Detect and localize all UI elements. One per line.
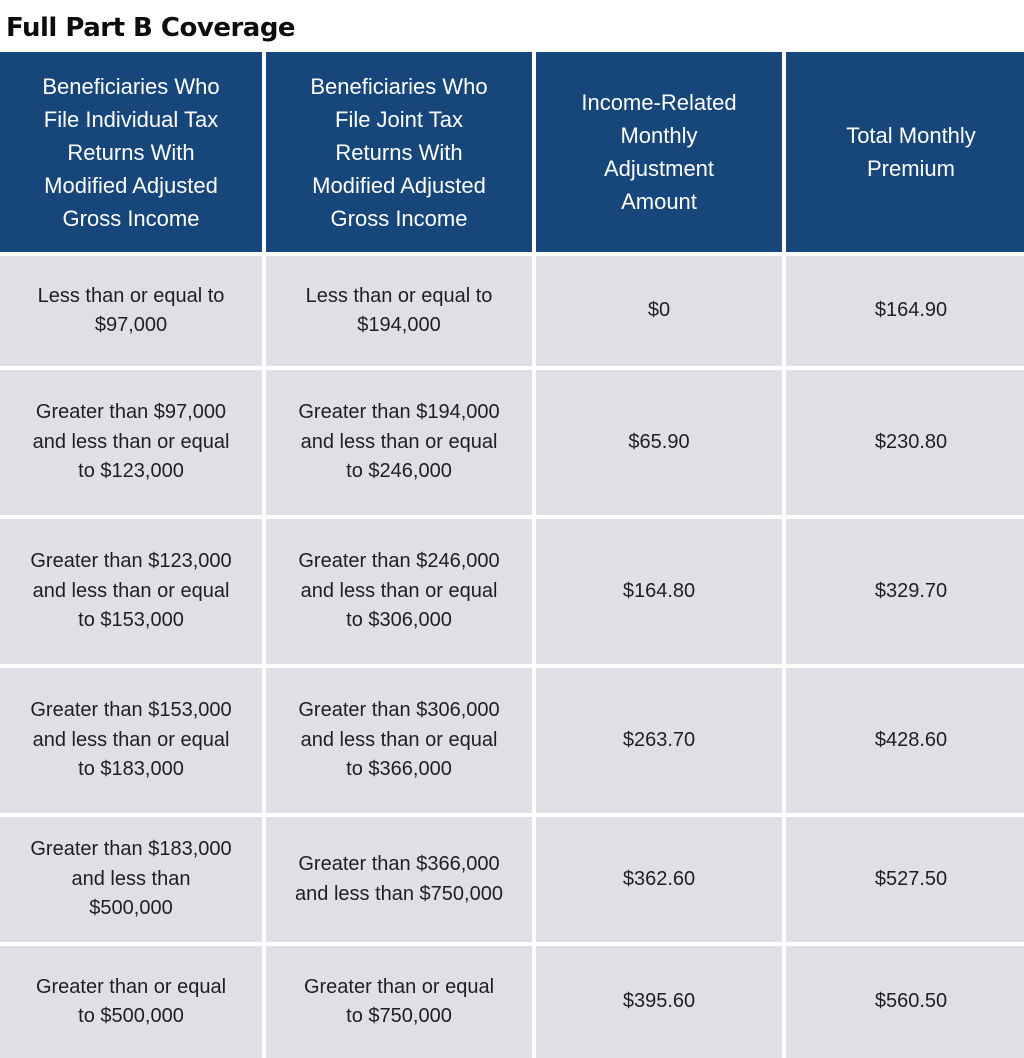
cell-text: $329.70 (874, 579, 948, 602)
cell-text: Greater than or equal to $750,000 (303, 975, 495, 1027)
header-label: Total Monthly Premium (846, 123, 976, 181)
cell-irmaa-amount (536, 946, 782, 1058)
cell-text: Less than or equal to $97,000 (37, 284, 225, 336)
cell-individual-income (0, 668, 262, 813)
cell-text: $0 (647, 299, 671, 322)
cell-individual-income (0, 370, 262, 515)
cell-text: $263.70 (622, 728, 696, 751)
cell-joint-income (266, 370, 532, 515)
cell-total-premium (786, 370, 1024, 515)
cell-text: $164.80 (622, 579, 696, 602)
cell-text: Greater than $194,000 and less than or equal to $246,000 (298, 401, 500, 483)
header-total-premium (786, 52, 1024, 252)
header-label: Beneficiaries Who File Individual Tax Returns With Modified Adjusted Gross Income (42, 73, 220, 231)
cell-text: Greater than $153,000 and less than or equal to $183,000 (30, 699, 232, 781)
cell-joint-income (266, 946, 532, 1058)
cell-joint-income (266, 668, 532, 813)
cell-text: Greater than $306,000 and less than or equal to $366,000 (298, 699, 500, 781)
cell-total-premium (786, 519, 1024, 664)
cell-total-premium (786, 256, 1024, 366)
cell-text: Greater than $97,000 and less than or equal to $123,000 (32, 401, 230, 483)
cell-individual-income (0, 519, 262, 664)
cell-text: $395.60 (622, 990, 696, 1013)
cell-text: Greater than $183,000 and less than $500,000 (30, 838, 232, 920)
cell-text: Less than or equal to $194,000 (305, 284, 493, 336)
cell-individual-income (0, 946, 262, 1058)
cell-total-premium (786, 817, 1024, 942)
cell-irmaa-amount (536, 668, 782, 813)
cell-text: Greater than or equal to $500,000 (35, 975, 227, 1027)
cell-text: $230.80 (874, 430, 948, 453)
cell-joint-income (266, 817, 532, 942)
page-title: Full Part B Coverage (6, 13, 296, 43)
coverage-table (0, 52, 1024, 1027)
cell-total-premium (786, 668, 1024, 813)
header-label: Income-Related Monthly Adjustment Amount (581, 90, 737, 214)
cell-joint-income (266, 256, 532, 366)
cell-text: $560.50 (874, 990, 948, 1013)
header-individual-income (0, 52, 262, 252)
cell-text: Greater than $366,000 and less than $750,000 (295, 853, 503, 905)
cell-text: $65.90 (628, 430, 690, 453)
cell-total-premium (786, 946, 1024, 1058)
cell-individual-income (0, 817, 262, 942)
cell-individual-income (0, 256, 262, 366)
cell-irmaa-amount (536, 817, 782, 942)
header-label: Beneficiaries Who File Joint Tax Returns With Modified Adjusted Gross Income (310, 73, 488, 231)
cell-text: $164.90 (874, 299, 948, 322)
cell-irmaa-amount (536, 370, 782, 515)
header-joint-income (266, 52, 532, 252)
cell-text: Greater than $123,000 and less than or equal to $153,000 (30, 550, 232, 632)
cell-text: $428.60 (874, 728, 948, 751)
cell-irmaa-amount (536, 519, 782, 664)
cell-irmaa-amount (536, 256, 782, 366)
cell-text: $362.60 (622, 867, 696, 890)
cell-text: Greater than $246,000 and less than or equal to $306,000 (298, 550, 500, 632)
header-irmaa-amount (536, 52, 782, 252)
cell-text: $527.50 (874, 867, 948, 890)
cell-joint-income (266, 519, 532, 664)
